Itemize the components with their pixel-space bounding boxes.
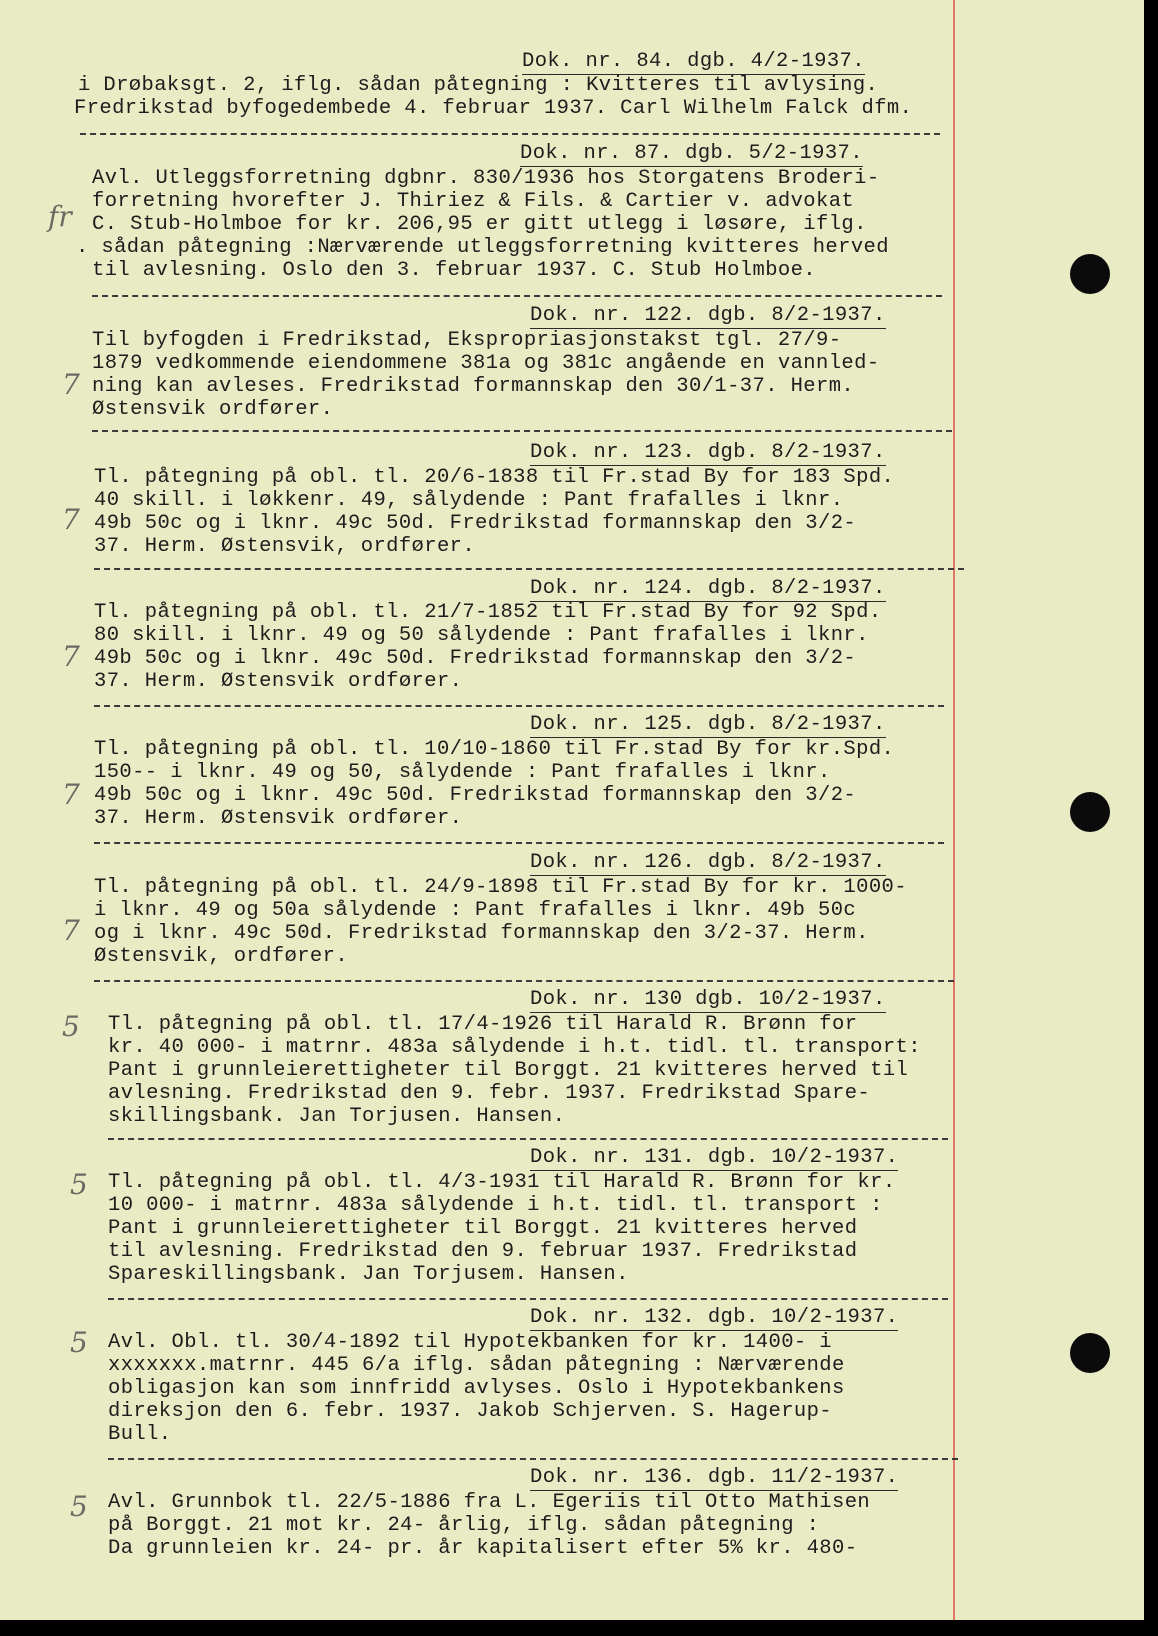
entry-line: Pant i grunnleierettigheter til Borggt. 21 kvitteres herved til <box>108 1059 909 1082</box>
entry-header: Dok. nr. 132. dgb. 10/2-1937. <box>530 1306 899 1329</box>
entry-line: Avl. Grunnbok tl. 22/5-1886 fra L. Egeriis til Otto Mathisen <box>108 1491 871 1514</box>
separator <box>108 1298 948 1300</box>
entry-header: Dok. nr. 122. dgb. 8/2-1937. <box>530 304 886 327</box>
entry-line: til avlesning. Fredrikstad den 9. februar 1937. Fredrikstad <box>108 1240 858 1263</box>
entry-line: kr. 40 000- i matrnr. 483a sålydende i h.t. tidl. tl. transport: <box>108 1036 921 1059</box>
separator <box>80 133 940 135</box>
margin-note: 5 <box>70 1490 88 1523</box>
entry-line: . sådan påtegning :Nærværende utleggsforretning kvitteres herved <box>76 236 889 259</box>
margin-rule <box>953 0 955 1620</box>
entry-line: Pant i grunnleierettigheter til Borggt. 21 kvitteres herved <box>108 1217 858 1240</box>
entry-line: 37. Herm. Østensvik ordfører. <box>94 670 463 693</box>
entry-line: skillingsbank. Jan Torjusen. Hansen. <box>108 1105 566 1128</box>
entry-line: ning kan avleses. Fredrikstad formannskap den 30/1-37. Herm. <box>92 375 855 398</box>
entry-line: i Drøbaksgt. 2, iflg. sådan påtegning : Kvitteres til avlysing. <box>78 74 879 97</box>
entry-line: C. Stub-Holmboe for kr. 206,95 er gitt utlegg i løsøre, iflg. <box>92 213 867 236</box>
entry-line: Tl. påtegning på obl. tl. 24/9-1898 til Fr.stad By for kr. 1000- <box>94 876 907 899</box>
entry-line: til avlesning. Oslo den 3. februar 1937. C. Stub Holmboe. <box>92 259 817 282</box>
entry-line: obligasjon kan som innfridd avlyses. Oslo i Hypotekbankens <box>108 1377 845 1400</box>
entry-line: forretning hvorefter J. Thiriez & Fils. & Cartier v. advokat <box>92 190 855 213</box>
entry-header: Dok. nr. 125. dgb. 8/2-1937. <box>530 713 886 736</box>
entry-line: Spareskillingsbank. Jan Torjusem. Hansen. <box>108 1263 629 1286</box>
punch-hole <box>1070 254 1110 294</box>
margin-note: 7 <box>62 778 80 811</box>
entry-line: Tl. påtegning på obl. tl. 21/7-1852 til Fr.stad By for 92 Spd. <box>94 601 882 624</box>
entry-header: Dok. nr. 87. dgb. 5/2-1937. <box>520 142 863 165</box>
entry-header: Dok. nr. 124. dgb. 8/2-1937. <box>530 577 886 600</box>
entry-line: avlesning. Fredrikstad den 9. febr. 1937. Fredrikstad Spare- <box>108 1082 871 1105</box>
entry-line: Fredrikstad byfogedembede 4. februar 1937. Carl Wilhelm Falck dfm. <box>74 97 913 120</box>
separator <box>92 295 942 297</box>
margin-note: 7 <box>62 368 80 401</box>
entry-line: 49b 50c og i lknr. 49c 50d. Fredrikstad formannskap den 3/2- <box>94 784 857 807</box>
margin-note: 5 <box>70 1168 88 1201</box>
entry-line: 1879 vedkommende eiendommene 381a og 381c angående en vannled- <box>92 352 880 375</box>
entry-header: Dok. nr. 123. dgb. 8/2-1937. <box>530 441 886 464</box>
separator <box>94 842 944 844</box>
entry-header: Dok. nr. 84. dgb. 4/2-1937. <box>522 50 865 73</box>
entry-line: Til byfogden i Fredrikstad, Ekspropriasjonstakst tgl. 27/9- <box>92 329 842 352</box>
entry-line: 49b 50c og i lknr. 49c 50d. Fredrikstad formannskap den 3/2- <box>94 512 857 535</box>
margin-note: 7 <box>62 914 80 947</box>
entry-line: 150-- i lknr. 49 og 50, sålydende : Pant frafalles i lknr. <box>94 761 831 784</box>
entry-line: 37. Herm. Østensvik, ordfører. <box>94 535 476 558</box>
margin-note: 5 <box>62 1010 80 1043</box>
entry-line: Avl. Obl. tl. 30/4-1892 til Hypotekbanken for kr. 1400- i <box>108 1331 833 1354</box>
entry-line: direksjon den 6. febr. 1937. Jakob Schjerven. S. Hagerup- <box>108 1400 833 1423</box>
entry-header: Dok. nr. 131. dgb. 10/2-1937. <box>530 1146 899 1169</box>
entry-line: Østensvik, ordfører. <box>94 945 349 968</box>
entry-line: Bull. <box>108 1423 172 1446</box>
entry-line: på Borggt. 21 mot kr. 24- årlig, iflg. sådan påtegning : <box>108 1514 820 1537</box>
margin-note: 5 <box>70 1326 88 1359</box>
entry-line: 10 000- i matrnr. 483a sålydende i h.t. tidl. tl. transport : <box>108 1194 883 1217</box>
entry-line: Tl. påtegning på obl. tl. 4/3-1931 til Harald R. Brønn for kr. <box>108 1171 896 1194</box>
entry-line: Tl. påtegning på obl. tl. 10/10-1860 til Fr.stad By for kr.Spd. <box>94 738 895 761</box>
entry-header: Dok. nr. 136. dgb. 11/2-1937. <box>530 1466 899 1489</box>
entry-line: Tl. påtegning på obl. tl. 20/6-1838 til Fr.stad By for 183 Spd. <box>94 466 895 489</box>
separator <box>108 1138 948 1140</box>
entry-header: Dok. nr. 130 dgb. 10/2-1937. <box>530 988 886 1011</box>
entry-line: og i lknr. 49c 50d. Fredrikstad formannskap den 3/2-37. Herm. <box>94 922 869 945</box>
entry-line: i lknr. 49 og 50a sålydende : Pant frafalles i lknr. 49b 50c <box>94 899 857 922</box>
entry-line: Da grunnleien kr. 24- pr. år kapitalisert efter 5% kr. 480- <box>108 1537 858 1560</box>
margin-note: 7 <box>62 640 80 673</box>
margin-note: fr <box>48 200 72 233</box>
separator <box>108 1458 958 1460</box>
entry-header: Dok. nr. 126. dgb. 8/2-1937. <box>530 851 886 874</box>
entry-line: Østensvik ordfører. <box>92 398 334 421</box>
separator <box>94 568 964 570</box>
entry-line: Tl. påtegning på obl. tl. 17/4-1926 til Harald R. Brønn for <box>108 1013 858 1036</box>
entry-line: xxxxxxx.matrnr. 445 6/a iflg. sådan påtegning : Nærværende <box>108 1354 845 1377</box>
punch-hole <box>1070 1333 1110 1373</box>
margin-note: 7 <box>62 503 80 536</box>
punch-hole <box>1070 792 1110 832</box>
entry-line: 37. Herm. Østensvik ordfører. <box>94 807 463 830</box>
entry-line: 40 skill. i løkkenr. 49, sålydende : Pant frafalles i lknr. <box>94 489 844 512</box>
entry-line: Avl. Utleggsforretning dgbnr. 830/1936 hos Storgatens Broderi- <box>92 167 880 190</box>
entry-line: 80 skill. i lknr. 49 og 50 sålydende : Pant frafalles i lknr. <box>94 624 869 647</box>
separator <box>94 705 944 707</box>
separator <box>92 430 952 432</box>
separator <box>94 980 954 982</box>
entry-line: 49b 50c og i lknr. 49c 50d. Fredrikstad formannskap den 3/2- <box>94 647 857 670</box>
